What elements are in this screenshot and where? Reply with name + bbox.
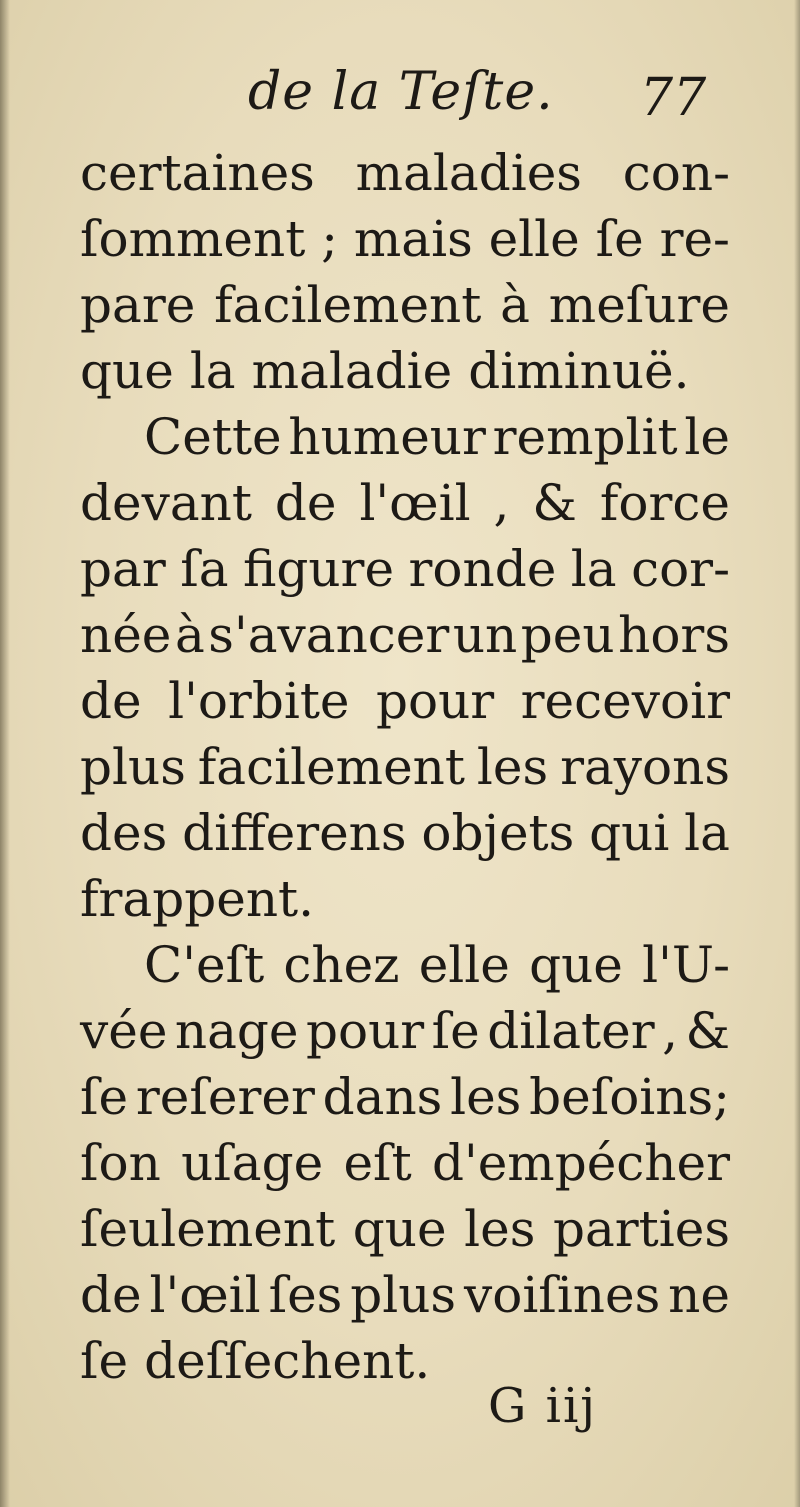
word: parties bbox=[552, 1200, 730, 1258]
word: maladies bbox=[355, 144, 582, 202]
word: ronde bbox=[408, 540, 557, 598]
text-line-9 bbox=[80, 668, 730, 734]
word: ſa bbox=[180, 540, 229, 598]
word: d'empécher bbox=[431, 1134, 730, 1192]
word: eſt bbox=[343, 1134, 412, 1192]
word: ſe bbox=[80, 1332, 129, 1390]
word: diminuë. bbox=[468, 342, 690, 400]
word: recevoir bbox=[520, 672, 730, 730]
word: ne bbox=[668, 1266, 730, 1324]
word: ; bbox=[321, 210, 339, 268]
word: devant bbox=[80, 474, 252, 532]
text-line-7 bbox=[80, 536, 730, 602]
text-line-12 bbox=[80, 866, 730, 932]
text-line-5 bbox=[80, 404, 730, 470]
word: & bbox=[685, 1002, 730, 1060]
text-line-2 bbox=[80, 206, 730, 272]
word: ſes bbox=[268, 1266, 343, 1324]
word: le bbox=[684, 408, 730, 466]
text-line-16 bbox=[80, 1130, 730, 1196]
word: à bbox=[500, 276, 530, 334]
body-text bbox=[80, 140, 730, 1394]
word: s'avancer bbox=[208, 606, 450, 664]
text-line-11 bbox=[80, 800, 730, 866]
word: des bbox=[80, 804, 168, 862]
word: elle bbox=[488, 210, 580, 268]
word: à bbox=[174, 606, 205, 664]
word: differens bbox=[182, 804, 407, 862]
word: cor- bbox=[631, 540, 730, 598]
text-line-3 bbox=[80, 272, 730, 338]
text-line-4 bbox=[80, 338, 730, 404]
word: rayons bbox=[560, 738, 730, 796]
word: objets bbox=[421, 804, 575, 862]
word: dans bbox=[322, 1068, 443, 1126]
text-line-6 bbox=[80, 470, 730, 536]
word: ſon bbox=[80, 1134, 161, 1192]
word: reſerer bbox=[135, 1068, 315, 1126]
word: mais bbox=[353, 210, 473, 268]
word: beſoins; bbox=[529, 1068, 730, 1126]
text-line-13 bbox=[80, 932, 730, 998]
word: pare bbox=[80, 276, 196, 334]
word: dilater bbox=[487, 1002, 655, 1060]
word: Cette bbox=[144, 408, 282, 466]
signature-mark: G iij bbox=[488, 1378, 598, 1434]
word: que bbox=[352, 1200, 447, 1258]
word: de bbox=[274, 474, 337, 532]
word: force bbox=[599, 474, 730, 532]
word: plus bbox=[350, 1266, 457, 1324]
text-line-19 bbox=[80, 1328, 730, 1394]
word: née bbox=[80, 606, 172, 664]
text-line-15 bbox=[80, 1064, 730, 1130]
word: , bbox=[493, 474, 510, 532]
word: & bbox=[532, 474, 577, 532]
word: con- bbox=[622, 144, 730, 202]
word: ſomment bbox=[80, 210, 306, 268]
word: nage bbox=[174, 1002, 299, 1060]
word: par bbox=[80, 540, 166, 598]
text-line-14 bbox=[80, 998, 730, 1064]
word: un bbox=[452, 606, 518, 664]
word: humeur bbox=[288, 408, 486, 466]
word: uſage bbox=[181, 1134, 324, 1192]
word: voiſines bbox=[463, 1266, 661, 1324]
text-line-8 bbox=[80, 602, 730, 668]
running-title: de la Teſte. bbox=[248, 62, 554, 122]
word: chez bbox=[283, 936, 400, 994]
word: certaines bbox=[80, 144, 315, 202]
word: C'eſt bbox=[144, 936, 265, 994]
word: , bbox=[662, 1002, 679, 1060]
word: facilement bbox=[197, 738, 465, 796]
text-line-10 bbox=[80, 734, 730, 800]
word: figure bbox=[242, 540, 395, 598]
word: meſure bbox=[548, 276, 730, 334]
word: de bbox=[80, 672, 142, 730]
word: pour bbox=[305, 1002, 425, 1060]
word: de bbox=[80, 1266, 142, 1324]
word: facilement bbox=[214, 276, 482, 334]
word: la bbox=[570, 540, 617, 598]
word: vée bbox=[80, 1002, 168, 1060]
word: ſe bbox=[431, 1002, 480, 1060]
word: l'U- bbox=[642, 936, 730, 994]
word: remplit bbox=[492, 408, 678, 466]
word: que bbox=[80, 342, 174, 400]
word: l'œil bbox=[149, 1266, 261, 1324]
word: que bbox=[529, 936, 623, 994]
word: peu bbox=[520, 606, 615, 664]
word: elle bbox=[418, 936, 510, 994]
word: pour bbox=[375, 672, 495, 730]
word: plus bbox=[80, 738, 186, 796]
word: maladie bbox=[251, 342, 453, 400]
word: ſeulement bbox=[80, 1200, 336, 1258]
text-line-1 bbox=[80, 140, 730, 206]
word: ſe bbox=[595, 210, 644, 268]
text-line-18 bbox=[80, 1262, 730, 1328]
word: hors bbox=[618, 606, 730, 664]
word: l'œil bbox=[359, 474, 471, 532]
word: la bbox=[189, 342, 236, 400]
word: les bbox=[464, 1200, 536, 1258]
page-number: 77 bbox=[640, 68, 707, 128]
word: qui bbox=[589, 804, 670, 862]
text-line-17 bbox=[80, 1196, 730, 1262]
word: re- bbox=[659, 210, 730, 268]
word: l'orbite bbox=[168, 672, 350, 730]
word: frappent. bbox=[80, 870, 315, 928]
word: les bbox=[450, 1068, 522, 1126]
word: la bbox=[684, 804, 730, 862]
running-head bbox=[0, 60, 800, 140]
word: les bbox=[476, 738, 549, 796]
word: deſſechent. bbox=[144, 1332, 431, 1390]
word: ſe bbox=[80, 1068, 129, 1126]
